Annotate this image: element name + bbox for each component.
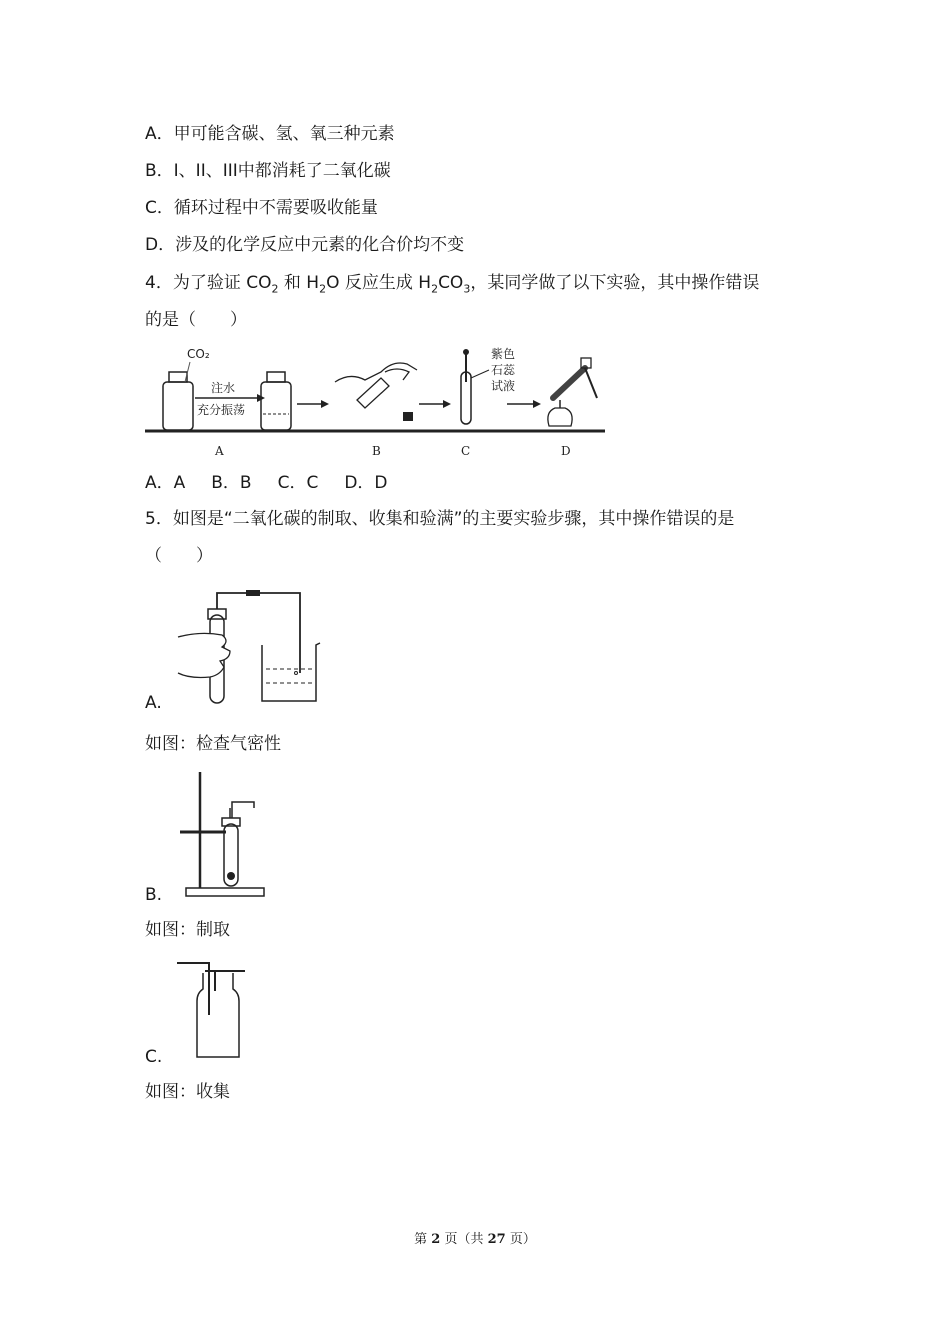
hand-pouring-sketch bbox=[335, 363, 417, 421]
page-number: 2 bbox=[431, 1232, 441, 1247]
q5-figure-b bbox=[180, 768, 270, 900]
page-total: 27 bbox=[487, 1232, 506, 1247]
alcohol-lamp-heating bbox=[548, 358, 597, 426]
q4-options bbox=[145, 472, 388, 494]
q4-stem-line2: 的是（ ） bbox=[145, 310, 247, 330]
q5-figure-c bbox=[175, 955, 255, 1065]
q5-option-c: C. bbox=[145, 1047, 163, 1067]
reagent-line-1: 紫色 bbox=[491, 347, 516, 361]
q5-option-a: A. bbox=[145, 693, 162, 713]
q4-experiment-figure bbox=[145, 342, 615, 462]
q3-option-c: C．循环过程中不需要吸收能量 bbox=[145, 198, 378, 218]
q4-option-c: C．C bbox=[277, 473, 319, 493]
test-tube-dropper bbox=[461, 349, 489, 424]
figure-label-d: D bbox=[561, 444, 571, 458]
co2-label: CO₂ bbox=[187, 347, 210, 361]
q5-option-b: B. bbox=[145, 885, 163, 905]
reagent-line-3: 试液 bbox=[491, 379, 516, 393]
q5-stem: 5．如图是“二氧化碳的制取、收集和验满”的主要实验步骤，其中操作错误的是 bbox=[145, 509, 735, 529]
gas-bottle-co2 bbox=[163, 362, 193, 430]
q3-option-b: B．I、II、III中都消耗了二氧化碳 bbox=[145, 161, 391, 181]
reagent-line-2: 石蕊 bbox=[491, 363, 516, 377]
q3-option-a: A．甲可能含碳、氢、氧三种元素 bbox=[145, 124, 395, 144]
q5-caption-c: 如图：收集 bbox=[145, 1082, 230, 1102]
q5-figure-a bbox=[170, 585, 330, 710]
q3-option-d: D．涉及的化学反应中元素的化合价均不变 bbox=[145, 235, 465, 255]
q4-option-d: D．D bbox=[344, 473, 388, 493]
gas-bottle-water bbox=[261, 372, 291, 430]
arrow-bottom-label: 充分振荡 bbox=[197, 403, 246, 417]
q5-caption-a: 如图：检查气密性 bbox=[145, 734, 281, 754]
q4-option-a: A．A bbox=[145, 473, 186, 493]
figure-label-a: A bbox=[215, 444, 224, 458]
q4-stem: 4．为了验证 $CO_2$ 和 $H_2O$ 反应生成 $H_2CO_3$，某同学做了以下实验，其中操作错误 bbox=[145, 273, 760, 296]
page-footer: 第 2 页（共 27 页） bbox=[414, 1232, 536, 1247]
figure-label-c: C bbox=[461, 444, 471, 458]
arrow-top-label: 注水 bbox=[211, 381, 236, 395]
q5-caption-b: 如图：制取 bbox=[145, 920, 230, 940]
q5-paren: （ ） bbox=[145, 546, 213, 566]
q4-option-b: B．B bbox=[211, 473, 252, 493]
figure-label-b: B bbox=[372, 444, 381, 458]
